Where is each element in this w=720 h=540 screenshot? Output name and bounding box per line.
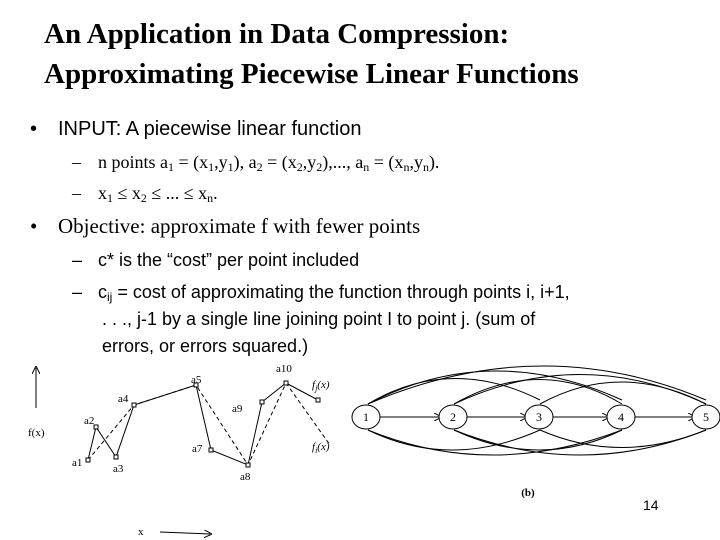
dash: – <box>72 183 81 203</box>
page-number: 14 <box>643 497 659 513</box>
sub-bullet-points: – n points $a_1 = (x_1,y_1)$, $a_2 = (x_2,y_2)$,..., $a_n = (x_n,y_n)$. <box>72 152 440 174</box>
point-marker <box>209 448 213 452</box>
x-axis-arrow <box>160 532 210 534</box>
arc <box>454 380 622 405</box>
dash: – <box>72 250 83 270</box>
point-marker <box>132 403 136 407</box>
figure-a <box>28 363 330 538</box>
sub-bullet-cij: – $c_{ij} = \cos t$ of approximating the function through points i, i+1, <box>72 282 570 304</box>
label-a1: a1 <box>72 457 83 469</box>
point-marker <box>114 455 118 459</box>
sub-bullet-ordering: – $x_1 \le x_2$ ≤ ... ≤ $x_n$. <box>72 183 218 205</box>
label-a3: a3 <box>113 463 124 475</box>
sub-bullet-cij-cont2: errors, or errors squared.) <box>102 336 309 356</box>
point-marker <box>246 463 250 467</box>
bullet-dot: • <box>30 118 38 140</box>
bullet-objective-label: Objective: approximate f with fewer points <box>58 214 421 238</box>
figure-b-caption: (b) <box>521 487 535 499</box>
label-a8: a8 <box>240 471 251 483</box>
arc <box>540 430 706 448</box>
node-label-1: 1 <box>363 410 369 424</box>
title-line-2: Approximating Piecewise Linear Functions <box>44 58 579 90</box>
approximation-tail <box>286 383 330 445</box>
x-axis-label: x <box>138 526 144 538</box>
label-a2: a2 <box>84 415 95 427</box>
label-fj: $f_j(x)$ <box>312 379 330 393</box>
node-label-4: 4 <box>618 410 624 424</box>
node-label-2: 2 <box>450 410 456 424</box>
y-axis-label: f(x) <box>28 427 45 439</box>
arc <box>368 430 540 450</box>
sub-bullet-cij-cont1: . . ., j-1 by a single line joining point I to point j. (sum of <box>102 309 536 329</box>
node-label-5: 5 <box>703 410 709 424</box>
label-fi: $f_i(x)$ <box>312 441 330 455</box>
dash: – <box>72 282 83 302</box>
label-a7: a7 <box>192 443 203 455</box>
label-a10: a10 <box>276 363 292 375</box>
title-line-1: An Application in Data Compression: <box>44 18 510 50</box>
label-a4: a4 <box>118 393 129 405</box>
point-marker <box>316 398 320 402</box>
label-a5: a5 <box>191 374 202 386</box>
arc <box>454 430 622 450</box>
arc <box>368 430 622 455</box>
point-marker <box>260 400 264 404</box>
point-marker <box>284 381 288 385</box>
node-label-3: 3 <box>536 410 542 424</box>
point-marker <box>94 425 98 429</box>
dash: – <box>72 152 81 172</box>
arc <box>540 382 706 404</box>
point-marker <box>86 458 90 462</box>
label-a9: a9 <box>232 403 243 415</box>
sub-bullet-cost: – c* is the “cost” per point included <box>72 250 360 270</box>
bullet-input-label: INPUT: A piecewise linear function <box>58 118 362 140</box>
bullet-dot: • <box>30 214 38 238</box>
